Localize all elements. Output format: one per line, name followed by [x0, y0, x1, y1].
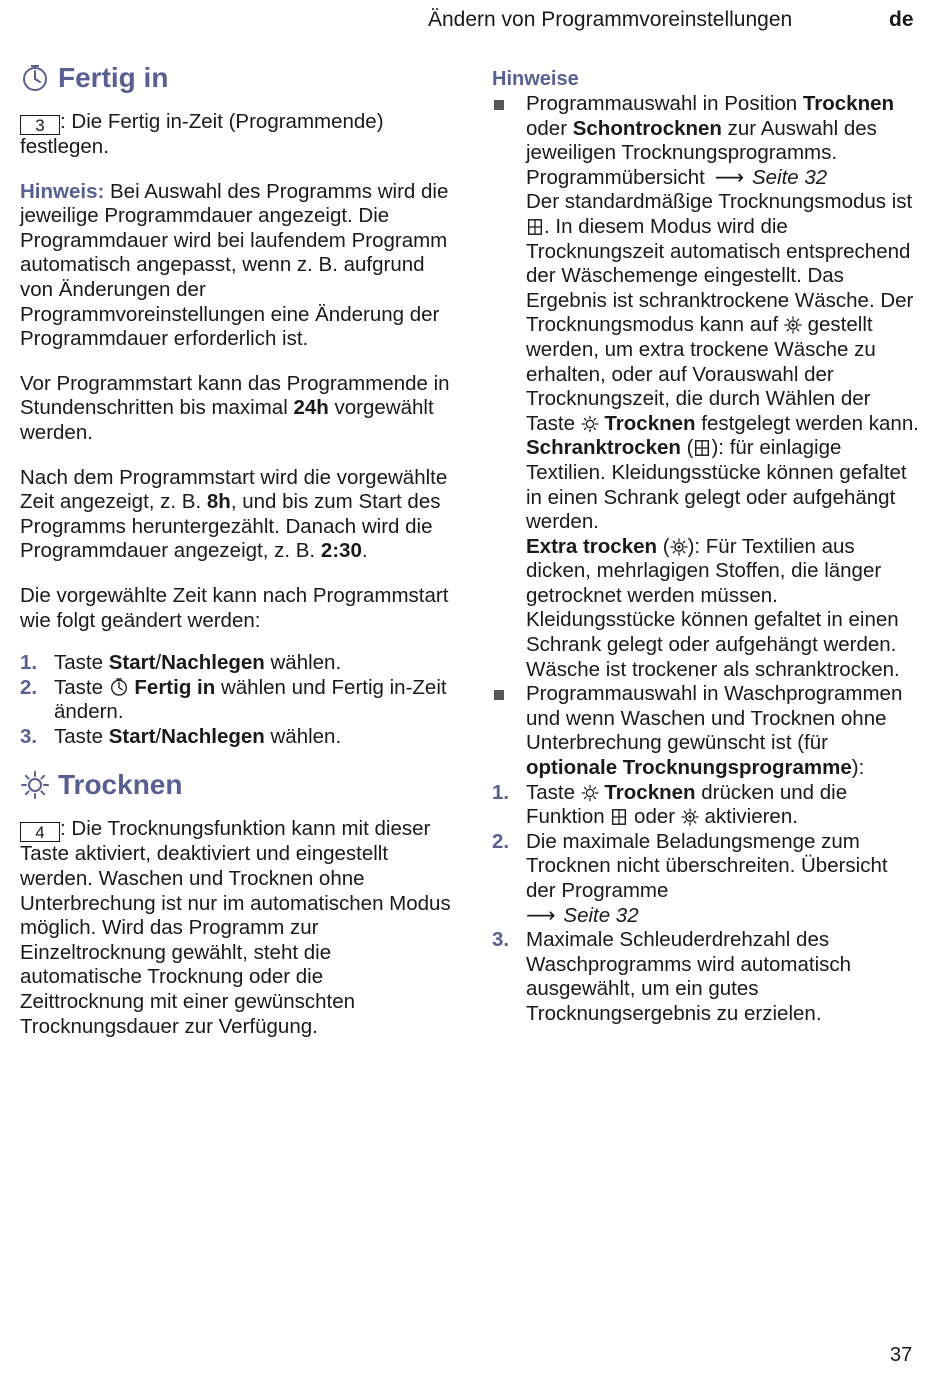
p1-text-c: vorgewählt werden. — [20, 396, 434, 444]
key-3-symbol: 3 — [20, 115, 60, 135]
page-reference-link[interactable]: Seite 32 — [751, 165, 828, 189]
step-number: 2. — [20, 675, 38, 699]
step-number: 3. — [492, 928, 510, 952]
b1-text: gestellt werden, um extra trockene Wäsche zu erhalten, oder auf Vorauswahl der Trocknungszeit, die durch Wählen der Taste — [526, 313, 876, 435]
b1-trocknen-label: Trocknen — [802, 92, 895, 115]
wardrobe-icon — [610, 808, 628, 826]
p1-max-hours: 24h — [293, 396, 329, 420]
fertig-in-paragraph-2 — [20, 466, 452, 564]
list-item — [20, 651, 452, 676]
sun-icon — [581, 784, 599, 802]
p2-text-a: Nach dem Programmstart wird die vorgewählte Zeit angezeigt, z. B. — [20, 465, 448, 514]
list-item — [492, 781, 922, 830]
b2-text: ): — [851, 756, 865, 780]
step-text: wählen. — [270, 724, 342, 748]
bullet-square — [494, 100, 504, 110]
page-header — [0, 8, 950, 38]
arrow-right-icon: ⟶ — [714, 165, 744, 189]
p2-text-e: . — [361, 539, 368, 563]
extra-dry-icon — [784, 316, 802, 334]
b1-text: Der standardmäßige Trocknungsmodus ist — [526, 190, 913, 214]
bullet-square — [494, 690, 504, 700]
p2-text-c: , und bis zum Start des Programms heruntergezählt. Danach wird die Programmdauer angezeigt, z. B. — [20, 490, 441, 563]
hinweise-heading: Hinweise — [492, 68, 579, 90]
step-text: aktivieren. — [704, 805, 798, 829]
list-item — [492, 928, 922, 1026]
step-separator: / — [155, 724, 162, 748]
b1-schontrocknen-label: Schontrocknen — [572, 116, 722, 140]
b2-text: Programmauswahl in Waschprogrammen und wenn Waschen und Trocknen ohne Unterbrechung gewünscht ist (für — [526, 682, 903, 755]
step-text: oder — [634, 805, 676, 829]
step-text: Die maximale Beladungsmenge zum Trocknen nicht überschreiten. Übersicht der Programme — [526, 829, 888, 902]
clock-icon — [20, 63, 50, 93]
start-key-label: Start — [108, 724, 156, 748]
hinweise-list — [492, 92, 922, 781]
b1-text: festgelegt werden kann. — [701, 411, 919, 435]
step-separator: / — [155, 651, 162, 675]
list-item: Programmauswahl in Position Trocknen oder Schontrocknen zur Auswahl des jeweiligen Trocknungsprogramms. Programmübersicht ⟶ Seite 32 Der standardmäßige Trocknungsmodus ist . In diesem Modus wird die Trocknungszeit automatisch entsprechend der Wäschemenge eingestellt. Das Ergebnis ist schranktrockene Wäsche. Der Trocknungsmodus kann auf gestellt werden, um extra trockene Wäsche zu erhalten, oder auf Vorauswahl der Trocknungszeit, die durch Wählen der Taste Trocknen festgelegt werden kann. Schranktrocken ( ): für einlagige Textilien. Kleidungsstücke können gefaltet in einen Schrank gelegt oder aufgehängt werden. Extra trocken ( ): Für Textilien aus dicken, mehrlagigen Stoffen, die länger getrocknet werden müssen. Kleidungsstücke können gefaltet in einen Schrank gelegt oder aufgehängt werden. Wäsche ist trockener als schranktrocken. — [492, 92, 922, 682]
hint-label: Hinweis: — [20, 179, 105, 203]
header-title: Ändern von Programmvoreinstellungen — [428, 8, 793, 31]
fertig-in-intro — [20, 110, 452, 160]
fertig-in-key-label: Fertig in — [134, 675, 216, 699]
step-text: Taste — [526, 780, 575, 804]
trocknen-description — [20, 817, 452, 1039]
extra-trocken-text: ): Für Textilien aus dicken, mehrlagigen Stoffen, die länger getrocknet werden müssen. Kleidungsstücke können gefaltet in einen Schrank gelegt oder aufgehängt werden. Wäsche ist trockener als schranktrocken. — [526, 534, 900, 681]
wardrobe-icon — [526, 218, 544, 236]
section-trocknen-title: Trocknen — [58, 769, 183, 801]
b1-trocknen-key-label: Trocknen — [604, 411, 696, 435]
hinweise-steps — [492, 781, 922, 1027]
b1-text: . In diesem Modus wird die Trocknungszeit automatisch entsprechend der Wäschemenge eingestellt. Das Ergebnis ist schranktrockene Wäsche. Der Trocknungsmodus kann auf — [526, 214, 914, 337]
step-text: Taste — [54, 724, 103, 748]
fertig-in-steps — [20, 651, 452, 749]
extra-dry-icon — [681, 808, 699, 826]
b1-text: Programmauswahl in Position — [526, 92, 798, 115]
fertig-in-paragraph-1 — [20, 372, 452, 446]
step-number: 3. — [20, 724, 38, 748]
trocknen-text: : Die Trocknungsfunktion kann mit dieser Taste aktiviert, deaktiviert und eingestellt werden. Waschen und Trocknen ohne Unterbrechung ist nur im automatischen Modus möglich. Wird das Programm zur Einzeltrocknung gewählt, steht die automatische Trocknung oder die Zeittrocknung mit einer gewünschten Trocknungsdauer zur Verfügung. — [20, 817, 451, 1038]
wardrobe-icon — [693, 439, 711, 457]
trocknen-key-label: Trocknen — [604, 780, 696, 804]
step-number: 1. — [20, 651, 38, 675]
left-column — [20, 60, 452, 1059]
list-item — [20, 725, 452, 750]
sun-icon — [581, 415, 599, 433]
key-4-symbol: 4 — [20, 822, 60, 842]
step-text: Maximale Schleuderdrehzahl des Waschprogramms wird automatisch ausgewählt, um ein gutes Trocknungsergebnis zu erzielen. — [526, 928, 852, 1025]
clock-icon — [109, 677, 129, 697]
schranktrocken-label: Schranktrocken — [526, 436, 681, 460]
b1-text: oder — [526, 116, 568, 140]
p2-example-hours: 8h — [206, 490, 231, 514]
sun-icon — [20, 770, 50, 800]
list-item — [492, 830, 922, 928]
extra-dry-icon — [670, 538, 688, 556]
list-item — [20, 676, 452, 725]
optional-programs-label: optionale Trocknungsprogramme — [526, 756, 852, 780]
section-trocknen-heading — [20, 767, 452, 803]
step-text: Taste — [54, 651, 103, 675]
b1-text: zur Auswahl des jeweiligen Trocknungsprogramms. Programmübersicht — [526, 116, 877, 189]
nachlegen-key-label: Nachlegen — [161, 724, 265, 748]
extra-trocken-label: Extra trocken — [526, 534, 658, 558]
step-text: drücken und die Funktion — [526, 780, 848, 829]
page-number: 37 — [890, 1344, 913, 1366]
p1-text-a: Vor Programmstart kann das Programmende in Stundenschritten bis maximal — [20, 371, 450, 420]
schranktrocken-text: ): für einlagige Textilien. Kleidungsstücke können gefaltet in einen Schrank gelegt oder aufgehängt werden. — [526, 436, 907, 534]
step-text: wählen und Fertig in-Zeit ändern. — [54, 675, 447, 724]
hint-text: Bei Auswahl des Programms wird die jeweilige Programmdauer angezeigt. Die Programmdauer wird bei laufendem Programm automatisch angepasst, wenn z. B. aufgrund von Änderungen der Programmvoreinstellungen eine Änderung der Programmdauer erforderlich ist. — [20, 179, 449, 351]
section-fertig-in-heading — [20, 60, 452, 96]
right-column — [492, 66, 922, 1027]
step-number: 2. — [492, 829, 510, 853]
nachlegen-key-label: Nachlegen — [161, 651, 265, 675]
section-fertig-in-title: Fertig in — [58, 62, 169, 93]
page-reference-link[interactable]: Seite 32 — [563, 903, 639, 927]
step-text: Taste — [54, 675, 103, 699]
fertig-in-paragraph-3: Die vorgewählte Zeit kann nach Programmstart wie folgt geändert werden: — [20, 583, 449, 632]
step-number: 1. — [492, 780, 510, 804]
step-text: wählen. — [270, 651, 342, 675]
arrow-right-icon: ⟶ — [526, 903, 556, 927]
fertig-in-hint — [20, 180, 452, 352]
header-language: de — [889, 8, 914, 31]
start-key-label: Start — [108, 651, 156, 675]
p2-example-duration: 2:30 — [320, 539, 362, 563]
fertig-in-intro-text: : Die Fertig in-Zeit (Programmende) festlegen. — [20, 110, 384, 158]
list-item — [492, 682, 922, 780]
